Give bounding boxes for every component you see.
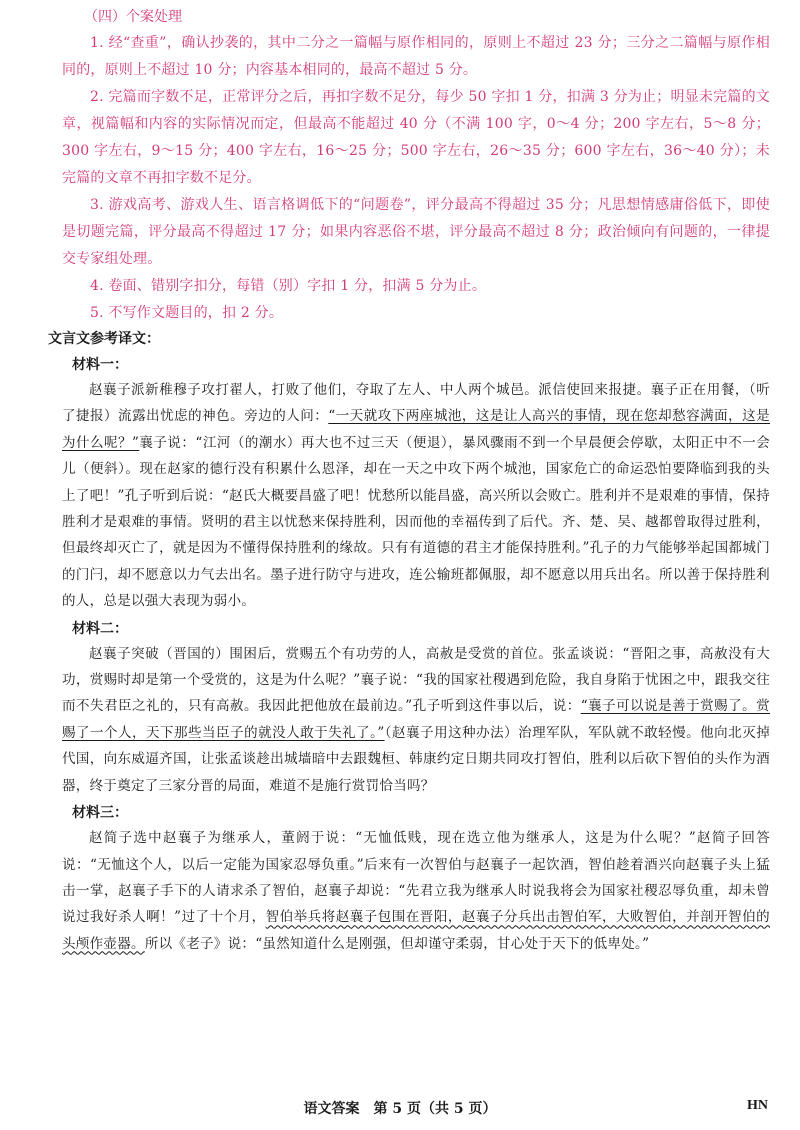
grading-item-4: 4. 卷面、错别字扣分，每错（别）字扣 1 分，扣满 5 分为止。 <box>90 278 487 294</box>
material-1-text <box>62 377 770 615</box>
material-3-text <box>62 825 770 957</box>
grading-item-1: 1. 经“查重”，确认抄袭的，其中二分之一篇幅与原作相同的，原则上不超过 23 分；三分之二篇幅与原作相同的，原则上不超过 10 分；内容基本相同的，最高不超过 5 分。 <box>62 35 770 78</box>
material-1-underlined: “一天就攻下两座城池，这是让人高兴的事情，现在您却愁容满面，这是为什么呢？” <box>62 408 770 451</box>
material-3-wavy-underlined: 智伯举兵将赵襄子包围在晋阳，赵襄子分兵出击智伯军，大败智伯，并剖开智伯的头颅作壶器。 <box>62 909 770 952</box>
grading-item-5: 5. 不写作文题目的，扣 2 分。 <box>90 305 284 321</box>
material-2-title: 材料二： <box>72 620 128 637</box>
material-2-part-b: （赵襄子用这种办法）治理军队，军队就不敢轻慢。他向北灭掉代国，向东威逼齐国，让张孟谈趁出城墙暗中去跟魏桓、韩康约定日期共同攻打智伯，胜利以后砍下智伯的头作为酒器，终于奠定了三家分晋的局面，难道不是施行赏罚恰当吗？ <box>62 724 770 794</box>
material-1-title: 材料一： <box>72 357 128 373</box>
grading-item-3: 3. 游戏高考、游戏人生、语言格调低下的“问题卷”，评分最高不得超过 35 分；凡思想情感庸俗低下，即使是切题完篇，评分最高不得超过 17 分；如果内容恶俗不堪，评分最高不超过 8 分；政治倾向有问题的，一律提交专家组处理。 <box>62 197 770 267</box>
translation-heading: 文言文参考译文： <box>48 331 160 347</box>
material-2-text <box>62 641 770 799</box>
grading-item-2: 2. 完篇而字数不足，正常评分之后，再扣字数不足分，每少 50 字扣 1 分，扣满 3 分为止；明显未完篇的文章，视篇幅和内容的实际情况而定，但最高不能超过 40 分（不满 100 字，0～4 分；200 字左右，5～8 分；300 字左右，9～15 分；400 字左右，16～25 分；500 字左右，26～35 分；600 字左右，36～40 分）；未完篇的文章不再扣字数不足分。 <box>62 89 770 186</box>
document-page <box>48 6 770 957</box>
material-3-title: 材料三： <box>72 805 128 822</box>
grading-rules <box>62 6 770 327</box>
material-1-part-a: 赵襄子派新稚穆子攻打翟人，打败了他们，夺取了左人、中人两个城邑。派信使回来报捷。襄子正在用餐，（听了捷报）流露出忧虑的神色。旁边的人问： <box>62 382 770 425</box>
material-3-part-b: 所以《老子》说：“虽然知道什么是刚强，但却谨守柔弱，甘心处于天下的低卑处。” <box>144 935 650 952</box>
material-2-part-a: 赵襄子突破（晋国的）围困后，赏赐五个有功劳的人，高赦是受赏的首位。张孟谈说：“晋阳之事，高赦没有大功，赏赐时却是第一个受赏的，这是为什么呢？”襄子说：“我的国家社稷遇到危险，我自身陷于忧困之中，跟我交往而不失君臣之礼的，只有高赦。我因此把他放在最前边。”孔子听到这件事以后，说： <box>62 645 770 715</box>
footer-region-code: HN <box>747 1098 768 1113</box>
material-2-underlined: “襄子可以说是善于赏赐了。赏赐了一个人，天下那些当臣子的就没人敢于失礼了。” <box>62 698 770 741</box>
material-3-part-a: 赵简子选中赵襄子为继承人，董阏于说：“无恤低贱，现在选立他为继承人，这是为什么呢？”赵简子回答说：“无恤这个人，以后一定能为国家忍辱负重。”后来有一次智伯与赵襄子一起饮酒，智伯趁着酒兴向赵襄子头上猛击一掌，赵襄子手下的人请求杀了智伯，赵襄子却说：“先君立我为继承人时说我将会为国家社稷忍辱负重，却未曾说过我好杀人啊！”过了十个月， <box>62 830 770 926</box>
material-1-part-b: 襄子说：“江河（的潮水）再大也不过三天（便退），暴风骤雨不到一个早晨便会停歇，太阳正中不一会儿（便斜）。现在赵家的德行没有积累什么恩泽，却在一天之中攻下两个城池，国家危亡的命运恐怕要降临到我的头上了吧！”孔子听到后说：“赵氏大概要昌盛了吧！忧愁所以能昌盛，高兴所以会败亡。胜利并不是艰难的事情，保持胜利才是艰难的事情。贤明的君主以忧愁来保持胜利，因而他的幸福传到了后代。齐、楚、吴、越都曾取得过胜利，但最终却灭亡了，就是因为不懂得保持胜利的缘故。只有有道德的君主才能保持胜利。”孔子的力气能够举起国都城门的门闩，却不愿意以力气去出名。墨子进行防守与进攻，连公输班都佩服，却不愿意以用兵出名。所以善于保持胜利的人，总是以强大表现为弱小。 <box>62 434 770 610</box>
footer-page-info: 语文答案 第 5 页（共 5 页） <box>303 1101 497 1117</box>
translation-section <box>48 327 770 957</box>
grading-section-title: （四）个案处理 <box>84 9 182 25</box>
